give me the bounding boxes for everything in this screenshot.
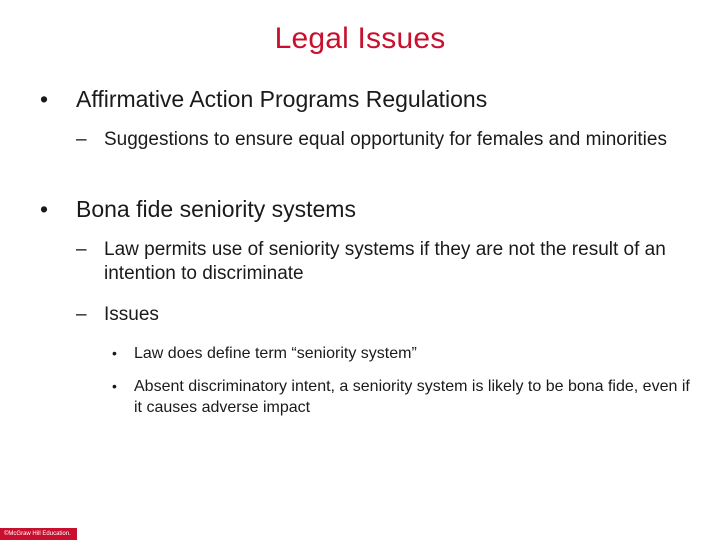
bullet-text: Bona fide seniority systems (76, 196, 356, 222)
bullet-text: Suggestions to ensure equal opportunity for females and minorities (104, 129, 667, 150)
bullet-marker: • (40, 196, 49, 222)
bullet-marker: – (76, 239, 87, 260)
bullet-marker: • (112, 378, 117, 394)
bullet-level2 (76, 238, 676, 286)
bullet-marker: – (76, 304, 87, 325)
bullet-level2 (76, 303, 676, 327)
bullet-level1 (40, 85, 680, 113)
slide-title: Legal Issues (274, 22, 446, 55)
copyright-footer: ©McGraw Hill Education. (0, 528, 77, 540)
bullet-text: Law does define term “seniority system” (134, 345, 417, 362)
bullet-text: Issues (104, 304, 159, 325)
bullet-marker: • (112, 345, 117, 361)
bullet-level1 (40, 195, 680, 223)
bullet-level3 (112, 343, 692, 364)
bullet-level3 (112, 376, 692, 418)
bullet-text: Law permits use of seniority systems if they are not the result of an intention to discriminate (104, 239, 666, 284)
bullet-marker: • (40, 86, 49, 112)
bullet-level2 (76, 128, 676, 152)
bullet-marker: – (76, 129, 87, 150)
bullet-text: Absent discriminatory intent, a seniority system is likely to be bona fide, even if it causes adverse impact (134, 378, 690, 416)
bullet-text: Affirmative Action Programs Regulations (76, 86, 488, 112)
